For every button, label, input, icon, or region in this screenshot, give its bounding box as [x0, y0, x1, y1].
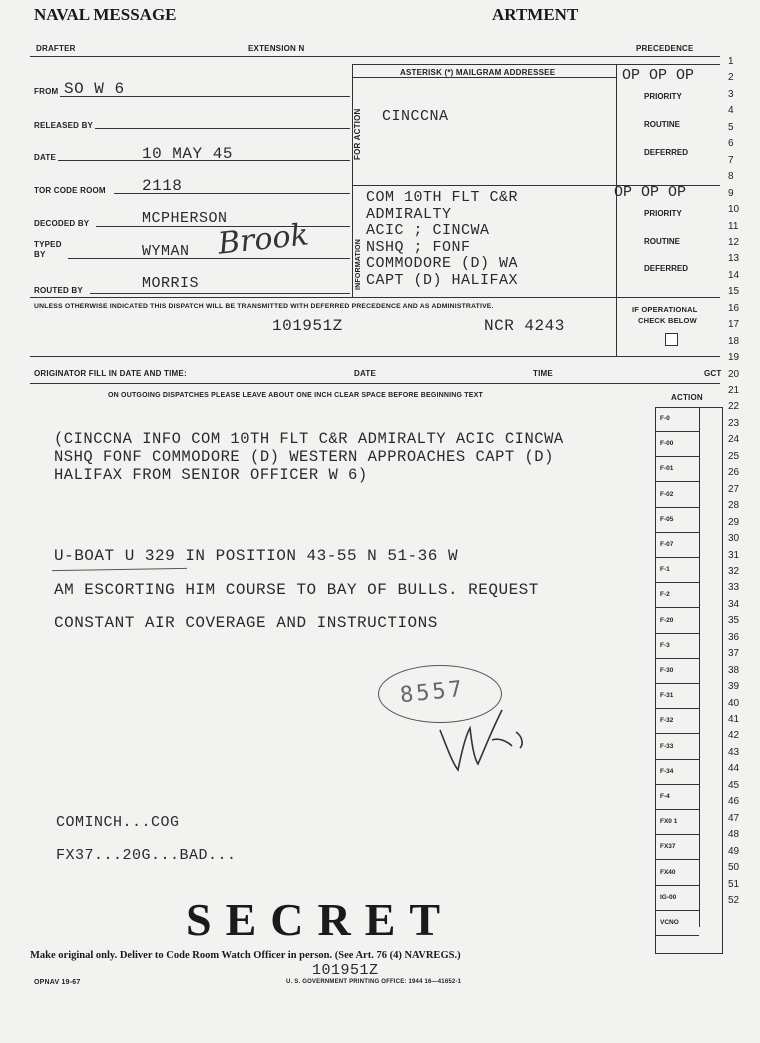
line-number: 33 [728, 582, 740, 594]
line-number: 23 [728, 417, 740, 429]
line-number: 21 [728, 385, 740, 396]
ncr-value: NCR 4243 [484, 317, 565, 335]
handwritten-initials [432, 690, 542, 780]
line-number: 10 [728, 204, 740, 216]
line-number: 50 [728, 862, 740, 874]
line-number: 13 [728, 253, 740, 265]
header-line: HALIFAX FROM SENIOR OFFICER W 6) [54, 466, 368, 484]
info-addressee: ACIC ; CINCWA [366, 222, 490, 239]
line-number: 22 [728, 401, 740, 413]
rule-top [30, 56, 720, 57]
line-number: 6 [728, 138, 734, 150]
line-number: 11 [728, 220, 739, 232]
precedence-action-op: OP OP OP [622, 67, 695, 84]
date-label: DATE [34, 153, 56, 162]
secret-classification: SECRET [186, 894, 455, 945]
routed-line [90, 293, 350, 294]
action-code: F-0 [655, 407, 699, 432]
action-code: F-33 [655, 735, 699, 760]
line-number: 1 [728, 56, 734, 67]
header-line: NSHQ FONF COMMODORE (D) WESTERN APPROACHES CAPT (D) [54, 448, 554, 466]
action-code: F-02 [655, 483, 699, 508]
line-number: 46 [728, 796, 740, 808]
asterisk-label: ASTERISK (*) MAILGRAM ADDRESSEE [400, 68, 556, 77]
from-value: SO W 6 [64, 80, 125, 98]
line-number: 34 [728, 598, 740, 610]
line-number: 7 [728, 154, 734, 166]
action-routine: ROUTINE [644, 120, 680, 129]
info-addressee: ADMIRALTY [366, 205, 452, 223]
line-number: 2 [728, 72, 734, 84]
typed-by-label: TYPED BY [34, 240, 62, 259]
line-number: 14 [728, 269, 740, 281]
action-table-divider [699, 407, 700, 927]
action-code: F-00 [655, 432, 699, 457]
action-code: F-3 [655, 634, 699, 659]
header-line: (CINCCNA INFO COM 10TH FLT C&R ADMIRALTY ACIC CINCWA [54, 430, 564, 448]
action-code: F-31 [655, 684, 699, 709]
line-number: 8 [728, 171, 734, 183]
outgoing-instruction: ON OUTGOING DISPATCHES PLEASE LEAVE ABOUT ONE INCH CLEAR SPACE BEFORE BEGINNING TEXT [108, 392, 483, 399]
line-number: 35 [728, 615, 740, 627]
released-by-label: RELEASED BY [34, 121, 94, 130]
originator-date-label: DATE [354, 369, 376, 378]
line-number: 24 [728, 434, 740, 446]
action-code: F-34 [655, 760, 699, 785]
line-number: 12 [728, 236, 740, 248]
action-code: F-4 [655, 785, 699, 810]
line-number: 49 [728, 845, 740, 857]
decoded-by-label: DECODED BY [34, 219, 90, 228]
line-number: 19 [728, 352, 740, 364]
rule-left-col [352, 64, 353, 297]
line-number: 25 [728, 450, 740, 462]
line-number: 30 [728, 533, 740, 545]
line-number: 16 [728, 302, 740, 314]
line-number: 44 [728, 763, 740, 775]
rule-precedence-col [616, 64, 617, 356]
line-number: 31 [728, 549, 740, 561]
line-number: 3 [728, 88, 734, 100]
rule-asterisk-top [352, 64, 720, 65]
line-number: 40 [728, 697, 740, 709]
information-label: INFORMATION [355, 238, 362, 290]
rule-originator-bottom [30, 383, 720, 384]
action-code: F-01 [655, 457, 699, 482]
date-value: 10 MAY 45 [142, 145, 233, 163]
routed-by-label: ROUTED BY [34, 286, 83, 295]
line-number: 42 [728, 730, 740, 742]
text-line: U-BOAT U 329 IN POSITION 43-55 N 51-36 W [54, 547, 459, 565]
info-priority: PRIORITY [644, 209, 682, 218]
action-code: FX37 [655, 835, 699, 860]
line-number: 18 [728, 335, 740, 347]
precedence-label: PRECEDENCE [636, 44, 694, 53]
gct-label: GCT [704, 369, 722, 378]
line-number: 43 [728, 746, 740, 758]
line-number: 36 [728, 631, 740, 643]
originator-time-label: TIME [533, 369, 553, 378]
line-number: 48 [728, 829, 740, 841]
info-deferred: DEFERRED [644, 264, 689, 273]
originator-label: ORIGINATOR FILL IN DATE AND TIME: [34, 369, 187, 378]
action-code: F-05 [655, 508, 699, 533]
line-number: 29 [728, 516, 740, 528]
printing-office: U. S. GOVERNMENT PRINTING OFFICE: 1944 16—41652-1 [286, 979, 462, 985]
footer-dtg: 101951Z [312, 962, 379, 979]
action-code: IG-00 [655, 886, 699, 911]
drafter-label: DRAFTER [36, 44, 76, 53]
line-number: 51 [728, 878, 740, 890]
form-title: NAVAL MESSAGE [34, 5, 177, 24]
info-addressee: COM 10TH FLT C&R [366, 189, 519, 206]
line-number: 37 [728, 648, 740, 660]
line-number: 9 [728, 187, 734, 199]
text-line: CONSTANT AIR COVERAGE AND INSTRUCTIONS [54, 614, 438, 632]
rule-asterisk [352, 77, 616, 78]
typed-line [68, 258, 350, 259]
action-deferred: DEFERRED [644, 148, 689, 157]
routing-line: FX37...20G...BAD... [56, 847, 237, 864]
action-code: FX40 [655, 861, 699, 886]
action-code: F-2 [655, 583, 699, 608]
line-number: 4 [728, 105, 734, 117]
dtg-value: 101951Z [272, 317, 343, 335]
routed-by-value: MORRIS [142, 275, 200, 292]
info-routine: ROUTINE [644, 237, 680, 246]
tor-label: TOR CODE ROOM [34, 186, 106, 195]
released-line [95, 128, 350, 129]
footer-instructions: Make original only. Deliver to Code Room Watch Officer in person. (See Art. 76 (4) NAVREGS.) [30, 950, 461, 961]
line-number: 52 [728, 894, 740, 906]
line-number: 45 [728, 779, 740, 791]
action-code: F-1 [655, 558, 699, 583]
precedence-info-op: OP OP OP [614, 184, 687, 201]
tor-value: 2118 [142, 177, 183, 195]
line-number: 28 [728, 500, 740, 512]
action-priority: PRIORITY [644, 92, 682, 101]
department-label: ARTMENT [492, 5, 579, 24]
opnav-number: OPNAV 19-67 [34, 979, 81, 986]
action-code: F-20 [655, 609, 699, 634]
check-below-label: CHECK BELOW [638, 316, 697, 325]
action-code: FX0 1 [655, 810, 699, 835]
extension-label: EXTENSION N [248, 44, 305, 53]
line-number: 27 [728, 483, 740, 495]
uboat-underline [52, 568, 187, 571]
action-addressee: CINCCNA [382, 108, 449, 125]
from-label: FROM [34, 87, 59, 96]
line-number: 5 [728, 121, 734, 133]
action-column-label: ACTION [671, 393, 703, 402]
action-code: F-30 [655, 659, 699, 684]
info-addressee: COMMODORE (D) WA [366, 255, 519, 272]
action-code: F-32 [655, 709, 699, 734]
line-number: 38 [728, 664, 740, 676]
action-code: F-07 [655, 533, 699, 558]
rule-dtg-bottom [30, 356, 720, 357]
line-number: 17 [728, 319, 740, 331]
signature-handwriting: Brook [216, 217, 311, 262]
action-code: VCNO [655, 911, 699, 936]
routing-line: COMINCH...COG [56, 814, 180, 831]
text-line: AM ESCORTING HIM COURSE TO BAY OF BULLS. REQUEST [54, 581, 539, 599]
info-addressee: CAPT (D) HALIFAX [366, 271, 519, 289]
line-number: 15 [728, 286, 740, 298]
line-number: 47 [728, 812, 740, 824]
typed-by-value: WYMAN [142, 243, 190, 260]
line-number: 39 [728, 681, 740, 693]
info-addressee: NSHQ ; FONF [366, 238, 471, 256]
line-number: 41 [728, 714, 740, 725]
unless-label: UNLESS OTHERWISE INDICATED THIS DISPATCH WILL BE TRANSMITTED WITH DEFERRED PRECEDENCE AND AS ADMINISTRATIVE. [34, 303, 494, 310]
line-number: 26 [728, 467, 740, 479]
routing-stamp-number: 8557 [398, 676, 467, 709]
line-number: 32 [728, 565, 740, 577]
decoded-by-value: MCPHERSON [142, 210, 228, 227]
if-operational-label: IF OPERATIONAL [632, 305, 698, 314]
line-number: 20 [728, 368, 740, 380]
operational-checkbox[interactable] [665, 333, 678, 346]
for-action-label: FOR ACTION [353, 108, 362, 160]
